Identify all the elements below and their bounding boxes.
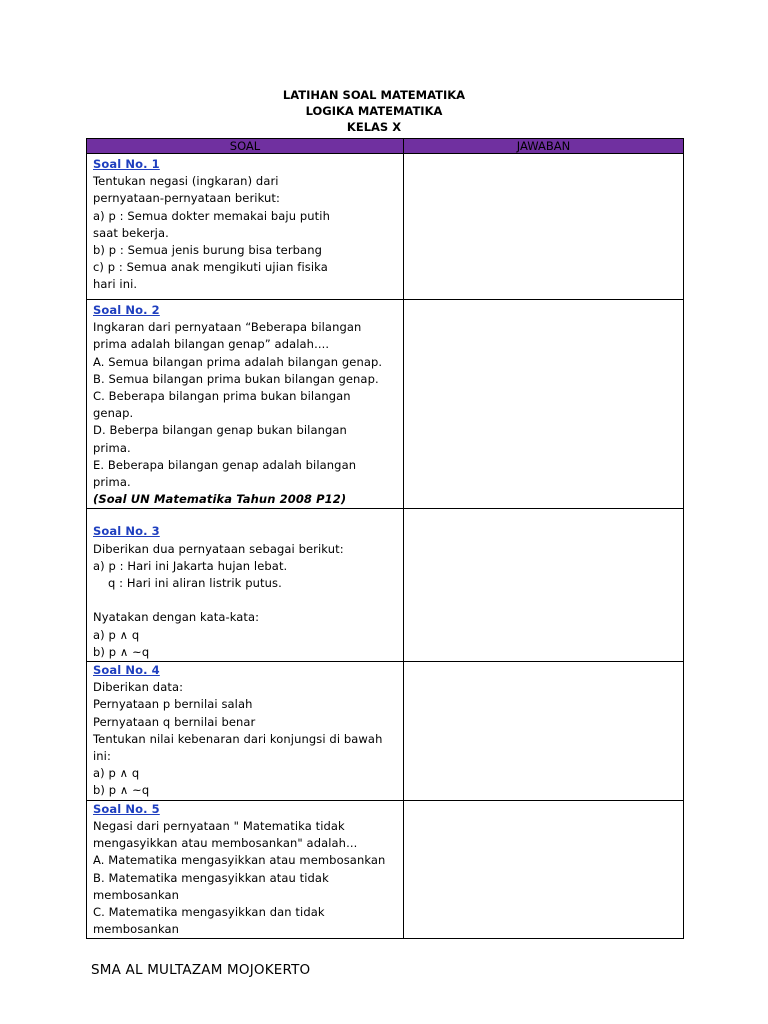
question-line: B. Semua bilangan prima bukan bilangan genap.: [93, 371, 379, 386]
table-row: [87, 300, 684, 509]
title-line-3: KELAS X: [346, 120, 402, 134]
question-line: Pernyataan p bernilai salah: [93, 697, 253, 712]
question-line: b) p ∧ ~q: [93, 783, 150, 798]
title-line-2: LOGIKA MATEMATIKA: [305, 104, 443, 118]
question-line: [93, 592, 403, 609]
question-line: C. Matematika mengasyikkan dan tidak: [93, 904, 325, 919]
answer-cell-4[interactable]: [404, 662, 684, 801]
header-soal: SOAL: [87, 139, 404, 154]
question-line: ini:: [93, 749, 111, 764]
question-line: b) p : Semua jenis burung bisa terbang: [93, 243, 322, 258]
question-line: pernyataan-pernyataan berikut:: [93, 191, 280, 206]
question-line: C. Beberapa bilangan prima bukan bilangan: [93, 389, 351, 404]
question-line: B. Matematika mengasyikkan atau tidak: [93, 870, 329, 885]
question-line: E. Beberapa bilangan genap adalah bilangan: [93, 457, 357, 472]
question-title-3[interactable]: Soal No. 3: [93, 524, 160, 539]
document-title: [0, 87, 768, 135]
question-line: Tentukan nilai kebenaran dari konjungsi di bawah: [93, 731, 383, 746]
question-line: b) p ∧ ~q: [93, 644, 150, 659]
table-row: [87, 800, 684, 939]
table-row: [87, 154, 684, 300]
question-line: hari ini.: [93, 277, 138, 292]
school-footer: SMA AL MULTAZAM MOJOKERTO: [91, 962, 311, 978]
table-row: [87, 662, 684, 801]
answer-cell-3[interactable]: [404, 509, 684, 662]
question-line: q : Hari ini aliran listrik putus.: [93, 576, 282, 591]
question-cell-5: [87, 800, 404, 939]
table-header-row: [87, 139, 684, 154]
question-line: mengasyikkan atau membosankan" adalah...: [93, 836, 358, 851]
question-line: A. Semua bilangan prima adalah bilangan genap.: [93, 354, 383, 369]
question-line: Tentukan negasi (ingkaran) dari: [93, 174, 279, 189]
question-line: c) p : Semua anak mengikuti ujian fisika: [93, 260, 328, 275]
question-line: saat bekerja.: [93, 225, 169, 240]
question-line: prima.: [93, 475, 131, 490]
question-line: membosankan: [93, 887, 180, 902]
question-line: Pernyataan q bernilai benar: [93, 714, 256, 729]
question-line: A. Matematika mengasyikkan atau membosankan: [93, 853, 386, 868]
header-jawaban: JAWABAN: [404, 139, 684, 154]
question-title-1[interactable]: Soal No. 1: [93, 157, 160, 171]
question-line: prima adalah bilangan genap” adalah....: [93, 337, 330, 352]
question-cell-3: [87, 509, 404, 662]
answer-cell-1[interactable]: [404, 154, 684, 300]
question-line: Diberikan data:: [93, 680, 184, 695]
question-line: a) p : Semua dokter memakai baju putih: [93, 208, 330, 223]
table-row: [87, 509, 684, 662]
question-line: a) p : Hari ini Jakarta hujan lebat.: [93, 558, 288, 573]
question-cell-2: [87, 300, 404, 509]
question-cell-1: [87, 154, 404, 300]
question-line: prima.: [93, 440, 131, 455]
question-line: Diberikan dua pernyataan sebagai berikut:: [93, 541, 344, 556]
title-line-1: LATIHAN SOAL MATEMATIKA: [282, 88, 466, 102]
question-title-4[interactable]: Soal No. 4: [93, 663, 160, 678]
question-line: membosankan: [93, 922, 180, 937]
question-cell-4: [87, 662, 404, 801]
question-line: genap.: [93, 406, 134, 421]
question-line: a) p ∧ q: [93, 627, 140, 642]
question-title-2[interactable]: Soal No. 2: [93, 303, 160, 317]
question-line: Negasi dari pernyataan " Matematika tidak: [93, 818, 345, 833]
answer-cell-5[interactable]: [404, 800, 684, 939]
question-line: Ingkaran dari pernyataan “Beberapa bilangan: [93, 320, 362, 335]
question-table: [86, 138, 684, 939]
answer-cell-2[interactable]: [404, 300, 684, 509]
question-title-5[interactable]: Soal No. 5: [93, 801, 160, 816]
question-line: Nyatakan dengan kata-kata:: [93, 610, 260, 625]
question-line: a) p ∧ q: [93, 766, 140, 781]
question-line: D. Beberpa bilangan genap bukan bilangan: [93, 423, 347, 438]
question-source: (Soal UN Matematika Tahun 2008 P12): [93, 492, 347, 507]
